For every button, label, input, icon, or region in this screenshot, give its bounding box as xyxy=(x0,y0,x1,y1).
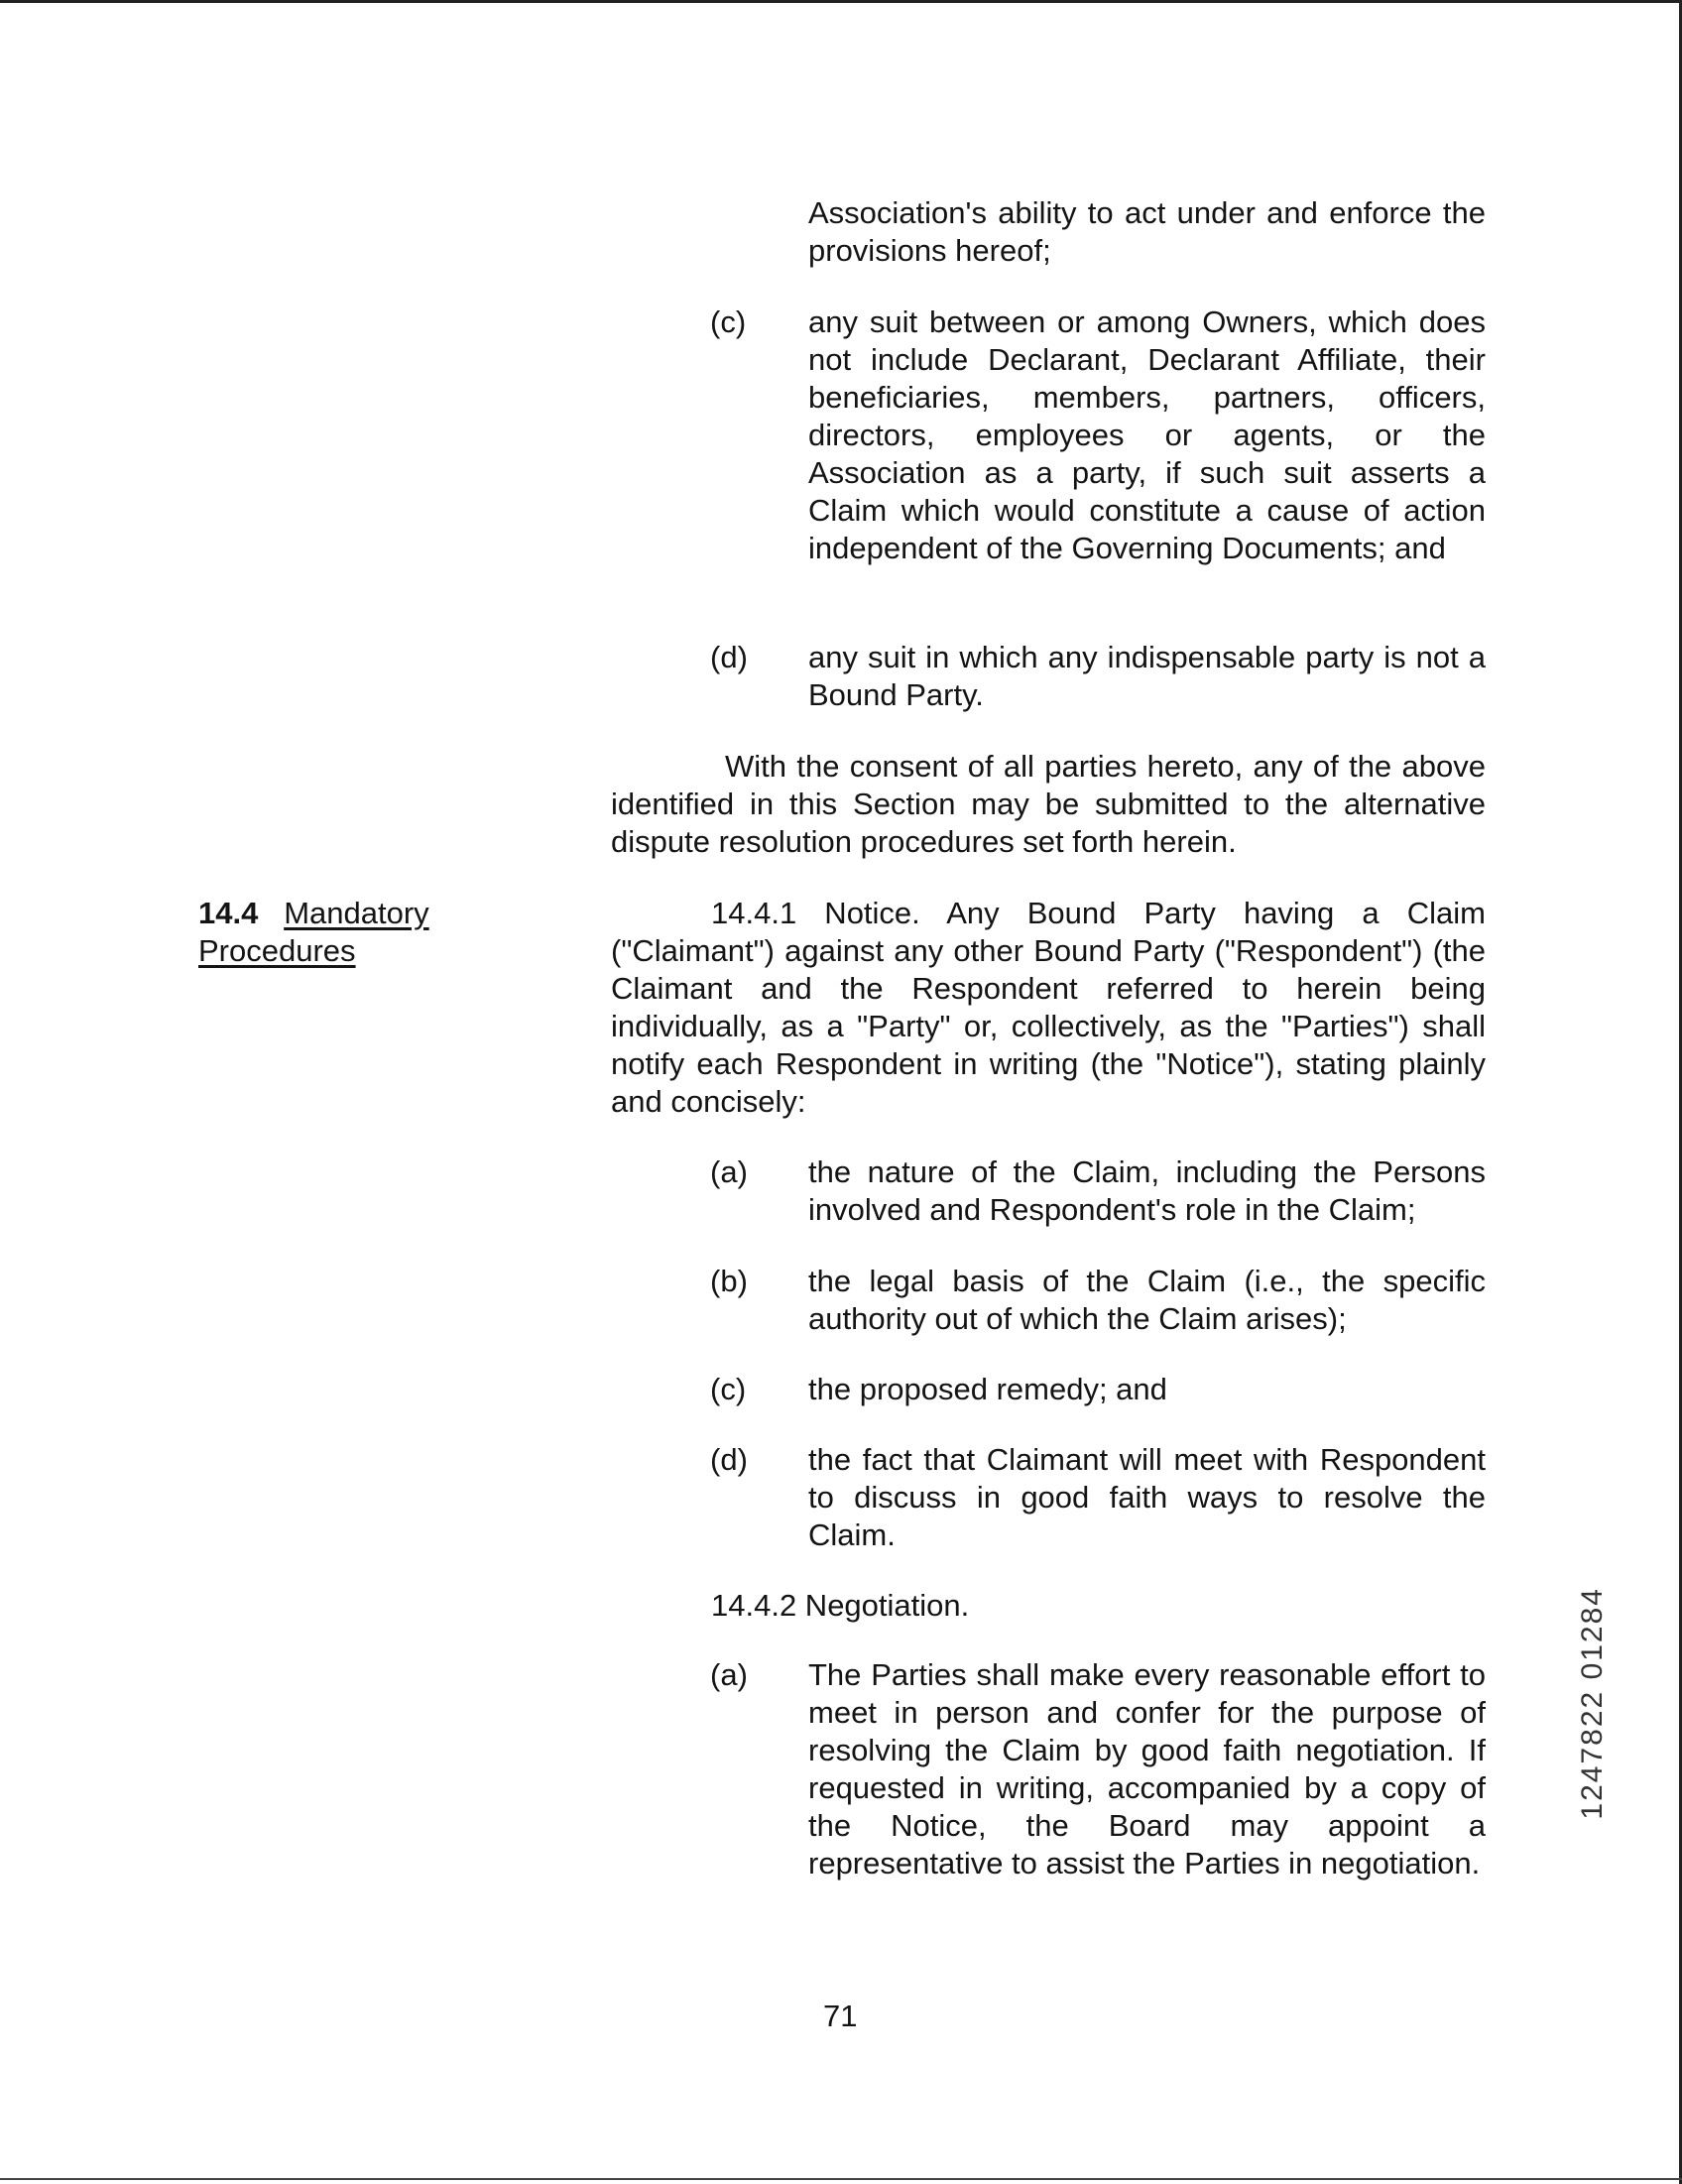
scan-edge-bottom xyxy=(0,2178,1682,2180)
negotiation-heading: 14.4.2 Negotiation. xyxy=(711,1588,970,1623)
section-title-line1: Mandatory xyxy=(284,896,429,930)
notice-item-a-text: the nature of the Claim, including the Persons involved and Respondent's role in the Claim; xyxy=(808,1154,1486,1227)
continuation-text: Association's ability to act under and enforce the provisions hereof; xyxy=(808,195,1486,268)
negotiation-item-a-text: The Parties shall make every reasonable effort to meet in person and confer for the purpose of resolving the Claim by good faith negotiation. If requested in writing, accompanied by a copy of the Notice, the Board may appoint a representative to assist the Parties in negotiation. xyxy=(808,1657,1486,1881)
scan-edge-top xyxy=(0,0,1682,3)
notice-item-b-label: (b) xyxy=(710,1264,748,1298)
exception-c-label: (c) xyxy=(710,304,747,339)
notice-item-a-label: (a) xyxy=(710,1154,748,1189)
page-number: 71 xyxy=(823,1999,858,2033)
consent-paragraph: With the consent of all parties hereto, any of the above identified in this Section may be submitted to the alternative dispute resolution procedures set forth herein. xyxy=(611,749,1486,859)
exception-c-text: any suit between or among Owners, which does not include Declarant, Declarant Affiliate, their beneficiaries, members, partners, officers, directors, employees or agents, or the Association as a party, if such suit asserts a Claim which would constitute a cause of action independent of the Governing Documents; and xyxy=(808,304,1486,565)
notice-item-d-label: (d) xyxy=(710,1442,748,1477)
notice-item-c-text: the proposed remedy; and xyxy=(808,1372,1167,1406)
section-title-line2: Procedures xyxy=(198,933,356,968)
section-number: 14.4 xyxy=(198,896,259,930)
notice-paragraph xyxy=(611,895,1486,1121)
notice-text: Any Bound Party having a Claim ("Claimant") against any other Bound Party ("Respondent") (the Claimant and the Respondent referred to herein being individually, as a "Party" or, collectively, as the "Parties") shall notify each Respondent in writing (the "Notice"), stating plainly and concisely: xyxy=(611,896,1486,1119)
margin-recording-stamp: 1247822 01284 xyxy=(1576,1587,1609,1820)
notice-item-d-text: the fact that Claimant will meet with Respondent to discuss in good faith ways to resolve the Claim. xyxy=(808,1442,1486,1552)
notice-item-b-text: the legal basis of the Claim (i.e., the specific authority out of which the Claim arises); xyxy=(808,1264,1486,1336)
notice-item-c-label: (c) xyxy=(710,1372,747,1406)
exception-d-label: (d) xyxy=(710,640,748,674)
exception-d-text: any suit in which any indispensable party is not a Bound Party. xyxy=(808,640,1486,712)
notice-heading: 14.4.1 Notice. xyxy=(711,896,920,930)
section-heading xyxy=(198,895,496,970)
negotiation-item-a-label: (a) xyxy=(710,1657,748,1692)
